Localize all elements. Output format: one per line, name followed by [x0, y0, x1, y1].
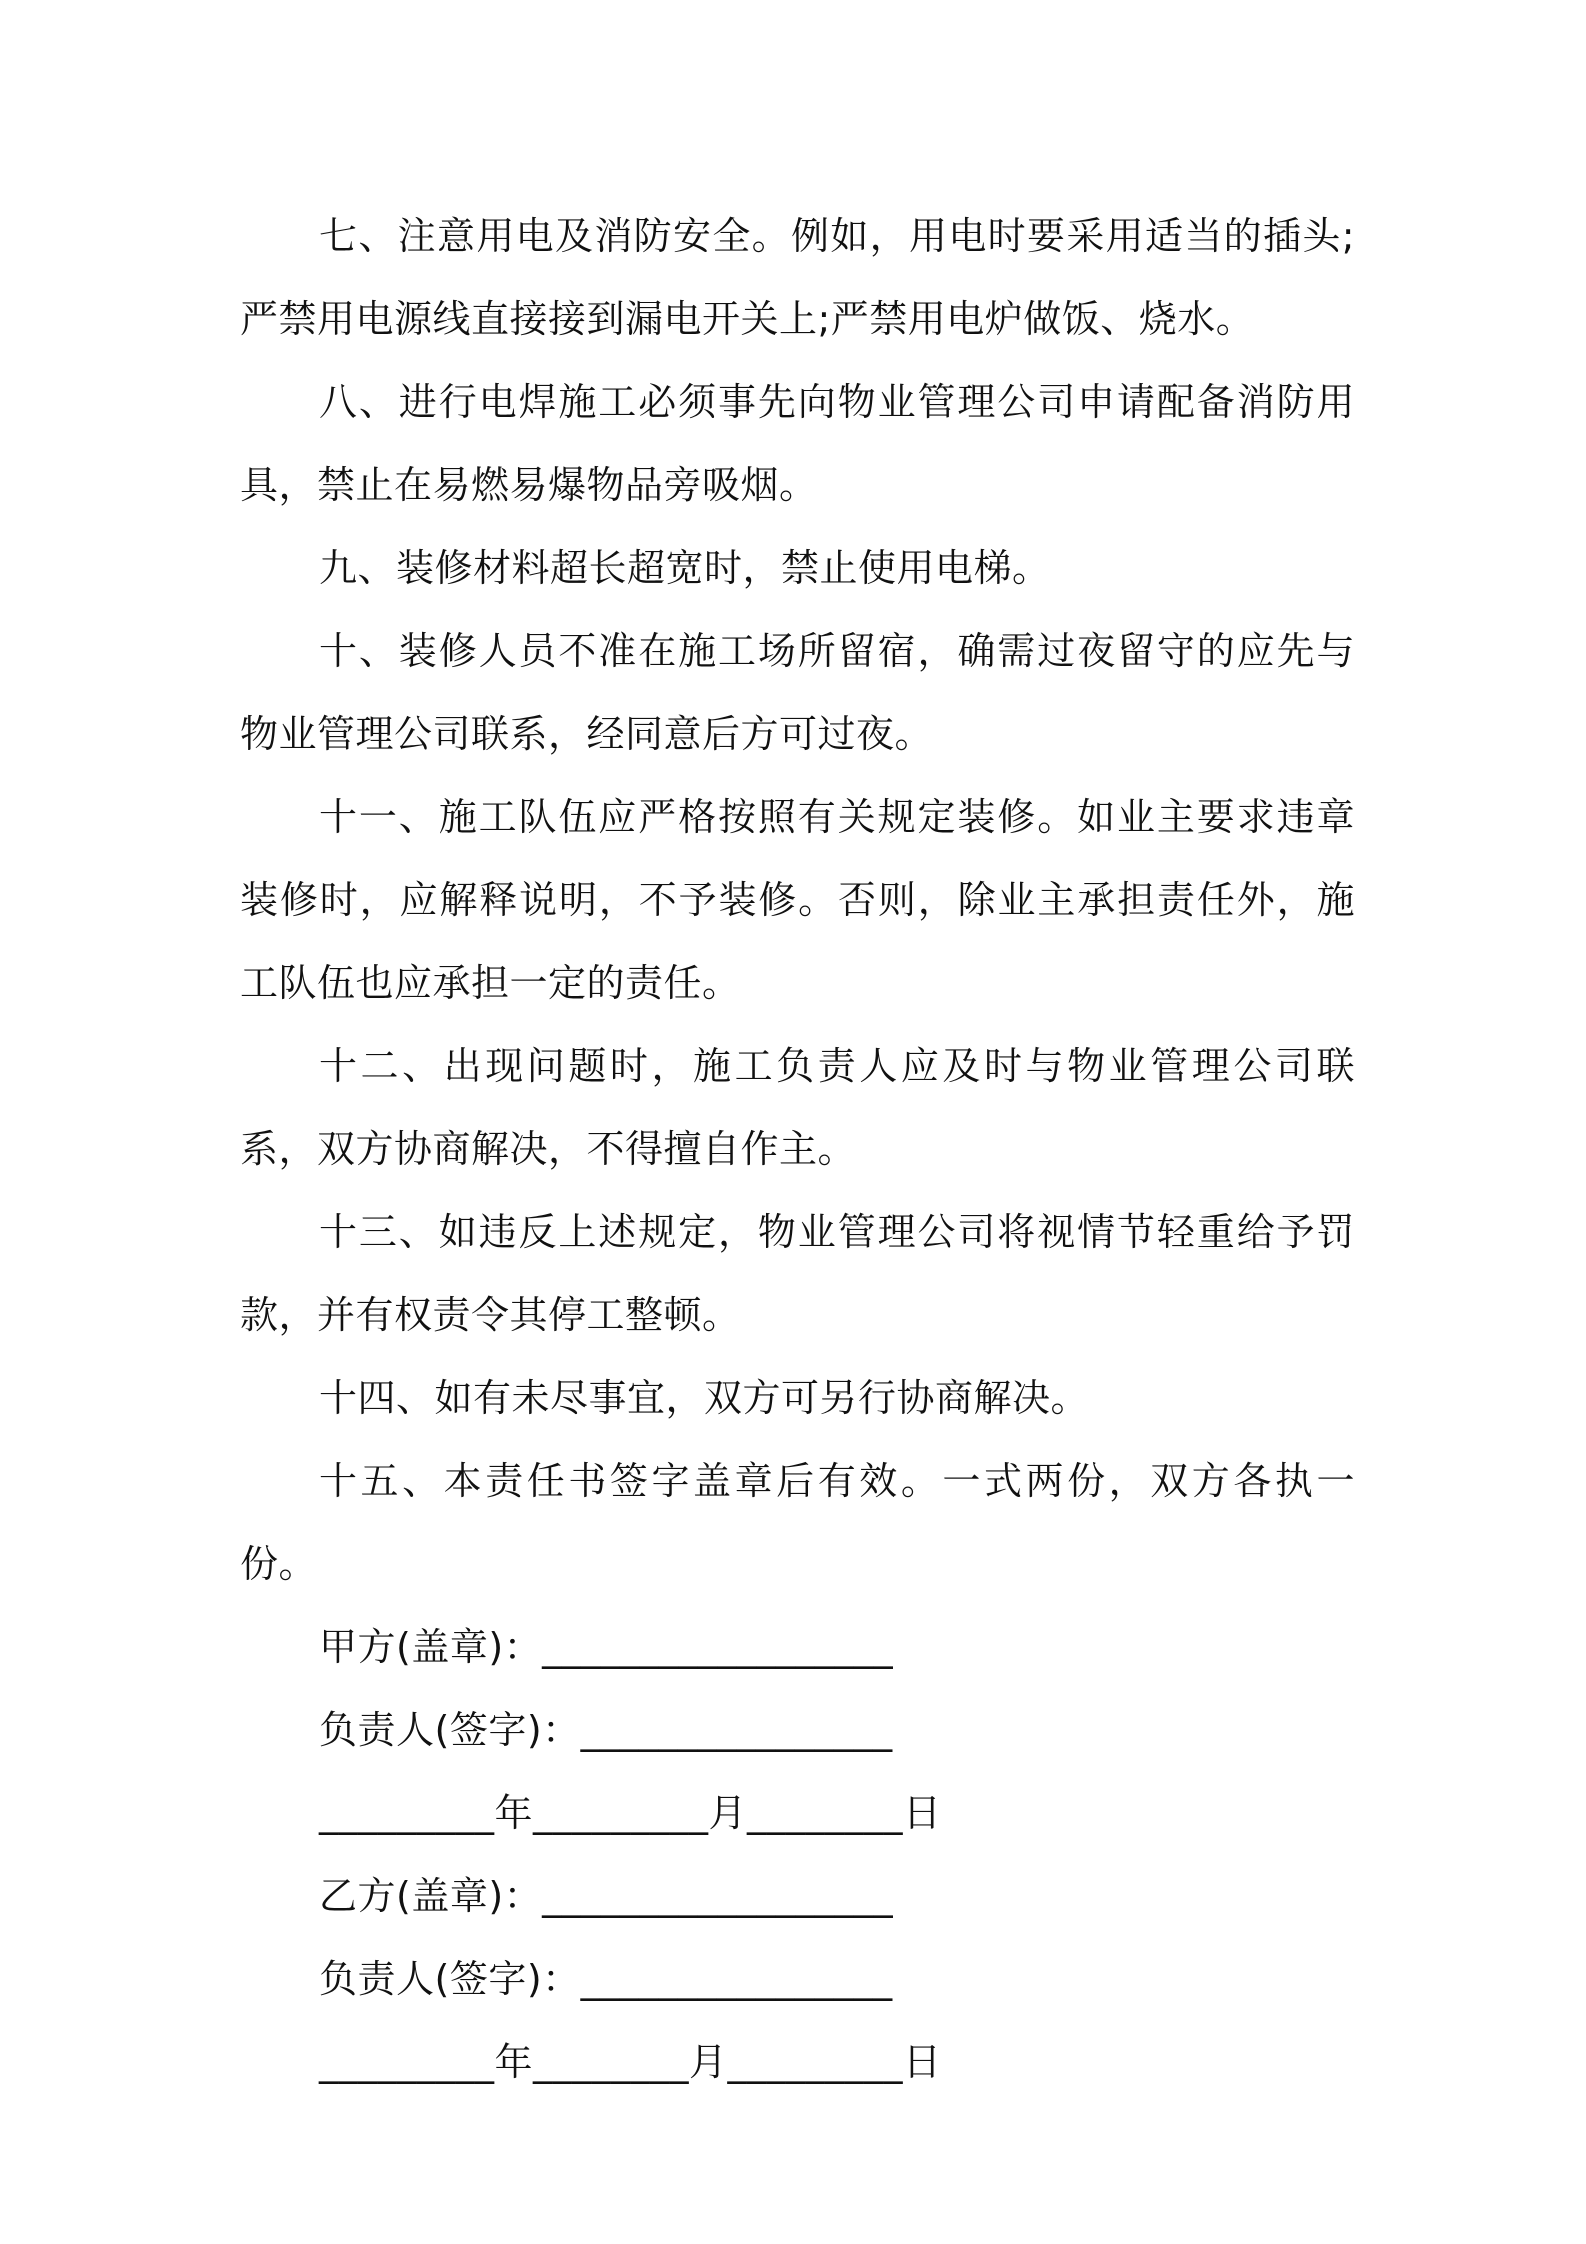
party-a-seal-line: 甲方(盖章)：__________________: [319, 1625, 894, 1669]
party-b-seal-line: 乙方(盖章)：__________________: [319, 1874, 894, 1918]
clause-7: 七、注意用电及消防安全。例如，用电时要采用适当的插头;严禁用电源线直接接到漏电开关上;严禁用电炉做饭、烧水。: [240, 214, 1355, 341]
clause-9: 九、装修材料超长超宽时，禁止使用电梯。: [319, 546, 1051, 590]
document-body: [240, 195, 1355, 2104]
clause-13: 十三、如违反上述规定，物业管理公司将视情节轻重给予罚款，并有权责令其停工整顿。: [240, 1210, 1355, 1337]
clause-10: 十、装修人员不准在施工场所留宿，确需过夜留守的应先与物业管理公司联系，经同意后方可过夜。: [240, 629, 1355, 756]
party-b-date-line: _________年________月_________日: [319, 2040, 942, 2084]
party-a-date-line: _________年_________月________日: [319, 1791, 942, 1835]
clause-12: 十二、出现问题时，施工负责人应及时与物业管理公司联系，双方协商解决，不得擅自作主。: [240, 1044, 1355, 1171]
clause-11: 十一、施工队伍应严格按照有关规定装修。如业主要求违章装修时，应解释说明，不予装修。否则，除业主承担责任外，施工队伍也应承担一定的责任。: [240, 795, 1355, 1005]
clause-15: 十五、本责任书签字盖章后有效。一式两份，双方各执一份。: [240, 1459, 1355, 1586]
party-a-signer-line: 负责人(签字)：________________: [319, 1708, 893, 1752]
clause-14: 十四、如有未尽事宜，双方可另行协商解决。: [319, 1376, 1090, 1420]
party-b-signer-line: 负责人(签字)：________________: [319, 1957, 893, 2001]
clause-8: 八、进行电焊施工必须事先向物业管理公司申请配备消防用具，禁止在易燃易爆物品旁吸烟。: [240, 380, 1355, 507]
